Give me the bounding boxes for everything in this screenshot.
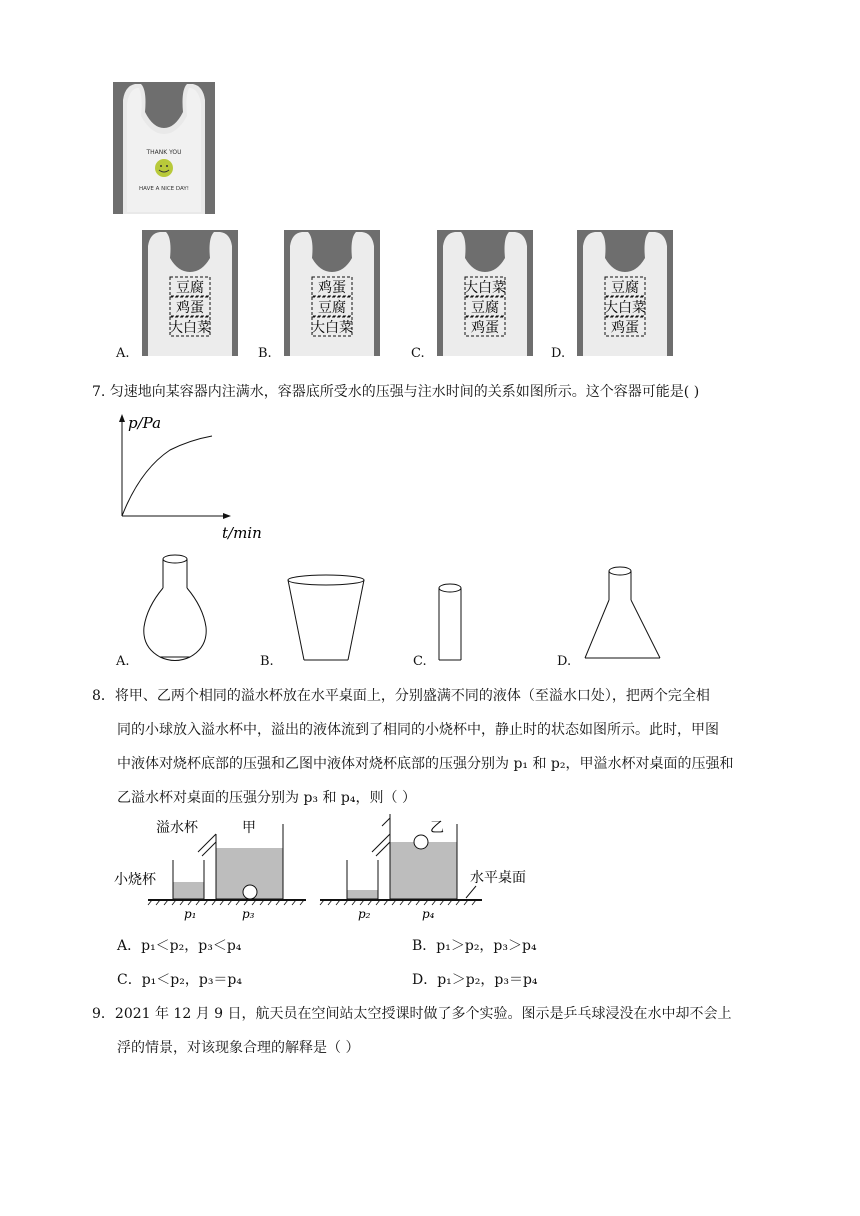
label-p3: p₃ — [242, 907, 255, 921]
bag-item-label: 豆腐 — [471, 300, 499, 316]
bag-item-label: 大白菜 — [464, 280, 506, 296]
pressure-curve — [122, 436, 212, 516]
bag-item-label: 大白菜 — [604, 300, 646, 316]
bag-item-label: 大白菜 — [169, 320, 211, 336]
bag-option-letter: B. — [258, 346, 272, 361]
label-table: 水平桌面 — [470, 870, 526, 886]
label-p4: p₄ — [422, 907, 435, 921]
smiley-icon — [155, 159, 173, 177]
bag-item-label: 豆腐 — [176, 280, 204, 296]
q8-line-1: 8．将甲、乙两个相同的溢水杯放在水平桌面上，分别盛满不同的液体（至溢水口处），把两个完全相 — [92, 688, 710, 704]
bag-item-label: 豆腐 — [318, 300, 346, 316]
bag-item-label: 鸡蛋 — [176, 300, 204, 316]
q9-line-2: 浮的情景，对该现象合理的解释是（ ） — [117, 1040, 360, 1056]
bag-option-b[interactable] — [284, 230, 380, 360]
bag-text-thank-you: THANK YOU — [146, 149, 182, 156]
bag-option-a[interactable] — [142, 230, 238, 360]
bag-option-letter: A. — [116, 346, 130, 361]
q7-option-b[interactable] — [282, 572, 372, 672]
graph-y-label: p/Pa — [128, 414, 162, 432]
bag-item-label: 鸡蛋 — [318, 280, 346, 296]
bag-item-label: 鸡蛋 — [471, 320, 499, 336]
graph-x-label: t/min — [222, 524, 262, 542]
q8-line-2: 同的小球放入溢水杯中，溢出的液体流到了相同的小烧杯中，静止时的状态如图所示。此时，甲图 — [117, 722, 719, 738]
q7-option-a-label: A. — [116, 654, 130, 669]
bag-item-label: 鸡蛋 — [611, 320, 639, 336]
bag-item-label: 大白菜 — [311, 320, 353, 336]
q8-choice-a[interactable]: A．p₁＜p₂，p₃＜p₄ — [117, 938, 242, 954]
bag-option-letter: D. — [551, 346, 566, 361]
label-jia: 甲 — [242, 820, 256, 836]
bag-option-letter: C. — [411, 346, 425, 361]
bag-item-label: 豆腐 — [611, 280, 639, 296]
top-bag-photo — [113, 82, 215, 218]
q7-option-c-label: C. — [413, 654, 427, 669]
label-small-beaker: 小烧杯 — [114, 872, 156, 888]
q8-overflow-cup-figure — [110, 812, 550, 928]
q7-option-d-label: D. — [557, 654, 572, 669]
q8-choice-d[interactable]: D．p₁＞p₂，p₃＝p₄ — [412, 972, 538, 988]
label-p2: p₂ — [358, 907, 371, 921]
q8-line-3: 中液体对烧杯底部的压强和乙图中液体对烧杯底部的压强分别为 p₁ 和 p₂，甲溢水杯对桌面的压强和 — [117, 756, 734, 772]
q7-option-c[interactable] — [436, 582, 466, 668]
q7-option-d[interactable] — [582, 564, 666, 668]
q8-choice-b[interactable]: B．p₁＞p₂，p₃＞p₄ — [412, 938, 537, 954]
q8-choice-c[interactable]: C．p₁＜p₂，p₃＝p₄ — [117, 972, 243, 988]
bag-option-c[interactable] — [437, 230, 533, 360]
label-yi: 乙 — [430, 820, 444, 836]
q7-option-b-label: B. — [260, 654, 274, 669]
bag-text-nice-day: HAVE A NICE DAY! — [139, 186, 189, 192]
bag-option-d[interactable] — [577, 230, 673, 360]
label-overflow-cup: 溢水杯 — [156, 820, 198, 836]
q7-text: 7. 匀速地向某容器内注满水，容器底所受水的压强与注水时间的关系如图所示。这个容器可能是( ) — [92, 384, 700, 400]
q9-line-1: 9．2021 年 12 月 9 日，航天员在空间站太空授课时做了多个实验。图示是乒乓球浸没在水中却不会上 — [92, 1006, 732, 1022]
label-p1: p₁ — [184, 907, 197, 921]
q7-pressure-time-graph — [100, 410, 275, 554]
q8-line-4: 乙溢水杯对桌面的压强分别为 p₃ 和 p₄，则（ ） — [117, 790, 416, 806]
